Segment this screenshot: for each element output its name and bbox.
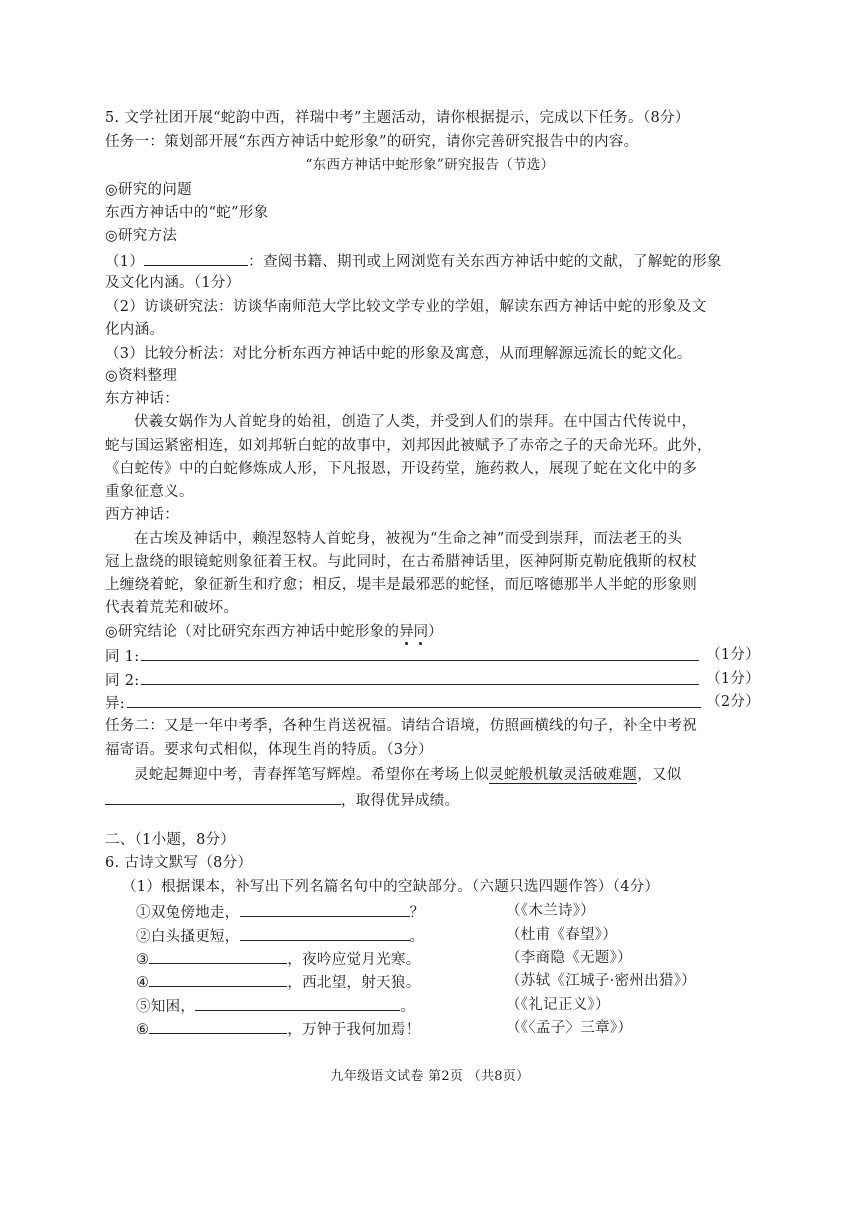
poem-item-given-text: 双兔傍地走， [150, 905, 240, 921]
west-paragraph-line: 上缠绕着蛇，象征新生和疗愈；相反，堤丰是最邪恶的蛇怪，而厄喀德那半人半蛇的形象则 [105, 577, 697, 593]
poem-item-number: ④ [136, 975, 150, 991]
same-2-score: （1分） [706, 671, 760, 687]
same-1-row [105, 645, 760, 667]
poem-item-blank[interactable] [149, 971, 287, 987]
same-2-label: 同 2: [105, 673, 140, 689]
task1-prompt: 任务一：策划部开展“东西方神话中蛇形象”的研究，请你完善研究报告中的内容。 [105, 134, 639, 150]
poem-item-given-text: 知困， [150, 999, 196, 1015]
report-title: “东西方神话中蛇形象”研究报告（节选） [305, 157, 555, 173]
east-heading: 东方神话： [105, 391, 179, 407]
poem-item-number: ⑥ [136, 1022, 150, 1038]
poem-item-source: （杜甫《春望》） [506, 927, 618, 943]
poem-item-blank[interactable] [240, 925, 410, 941]
problem-heading: ◎研究的问题 [105, 182, 192, 198]
poem-item-source: （苏轼《江城子·密州出猎》） [506, 973, 697, 989]
blessing-text: 灵蛇起舞迎中考，青春挥笔写辉煌。希望你在考场上似 [134, 767, 490, 783]
poem-item-source: （《礼记正义》） [506, 997, 610, 1013]
poem-item-given-text-end: ，万钟于我何加焉！ [287, 1022, 421, 1038]
q6-title: 6. 古诗文默写（8分） [105, 855, 253, 871]
task2-prompt-cont: 福寄语。要求句式相似，体现生肖的特质。（3分） [105, 742, 433, 758]
method-1-line [105, 250, 722, 272]
same-2-row [105, 669, 760, 691]
poem-item-number: ⑤ [136, 999, 151, 1015]
poem-item [136, 925, 618, 947]
method-3-text: （3）比较分析法：对比分析东西方神话中蛇的形象及寓意，从而理解源远流长的蛇文化。 [105, 346, 692, 362]
method-2-text: （2）访谈研究法：访谈华南师范大学比较文学专业的学姐，解读东西方神话中蛇的形象及文 [105, 299, 707, 315]
poem-item [136, 971, 697, 993]
poem-item [136, 901, 596, 923]
q5-title: 5. 文学社团开展“蛇韵中西，祥瑞中考”主题活动，请你根据提示，完成以下任务。（8分） [105, 110, 690, 126]
east-paragraph-line: 重象征意义。 [105, 484, 194, 500]
blessing-underlined-sentence: 灵蛇般机敏灵活破难题 [489, 767, 638, 783]
same-1-label: 同 1: [105, 649, 140, 665]
blessing-text-cont: ，又似 [637, 767, 682, 783]
poem-item-given-text-end: ？ [409, 905, 425, 921]
poem-item-blank[interactable] [240, 901, 410, 917]
poem-item-source: （《〈孟子〉三章》） [506, 1020, 633, 1036]
poem-item-given-text-end: ，西北望，射天狼。 [287, 975, 421, 991]
method-2-cont: 化内涵。 [105, 322, 165, 338]
poem-item-blank[interactable] [195, 995, 400, 1011]
method-1-number: （1） [105, 254, 145, 270]
same-1-blank[interactable] [141, 645, 699, 661]
poem-item-given-text-end: 。 [400, 999, 416, 1015]
poem-item [136, 948, 632, 970]
blessing-line [134, 765, 682, 785]
section-2-heading: 二、（1小题，8分） [105, 832, 236, 848]
method-1-blank[interactable] [144, 250, 248, 266]
poem-item-blank[interactable] [149, 948, 287, 964]
method-1-cont: 及文化内涵。（1分） [105, 275, 241, 291]
method-1-text: ：查阅书籍、期刊或上网浏览有关东西方神话中蛇的文献，了解蛇的形象 [248, 254, 722, 270]
conclusion-heading-text: ◎研究结论（对比研究东西方神话中蛇形象的 [105, 624, 400, 640]
east-paragraph-line: 《白蛇传》中的白蛇修炼成人形，下凡报恩，开设药堂，施药救人，展现了蛇在文化中的多 [105, 461, 697, 477]
poem-item-number: ① [136, 905, 151, 921]
blessing-line-2 [105, 789, 459, 811]
west-paragraph-line: 冠上盘绕的眼镜蛇则象征着王权。与此同时，在古希腊神话里，医神阿斯克勒庇俄斯的权杖 [105, 554, 697, 570]
conclusion-heading [105, 622, 443, 642]
poem-item-given-text-end: 。 [409, 929, 425, 945]
same-2-blank[interactable] [141, 669, 699, 685]
task2-prompt: 任务二：又是一年中考季，各种生肖送祝福。请结合语境，仿照画横线的句子，补全中考祝 [105, 718, 697, 734]
same-1-score: （1分） [706, 647, 760, 663]
poem-item-source: （李商隐《无题》） [506, 950, 632, 966]
poem-item-blank[interactable] [149, 1018, 287, 1034]
method-heading: ◎研究方法 [105, 228, 178, 244]
blessing-end-text: ，取得优异成绩。 [341, 793, 460, 809]
difference-blank[interactable] [127, 692, 701, 708]
problem-text: 东西方神话中的“蛇”形象 [105, 205, 269, 221]
conclusion-heading-close: ） [428, 624, 443, 640]
poem-item-source: （《木兰诗》） [506, 903, 596, 919]
poem-item-given-text-end: ，夜吟应觉月光寒。 [287, 952, 421, 968]
conclusion-dotted-emphasis [399, 624, 428, 640]
west-heading: 西方神话： [105, 507, 179, 523]
east-paragraph-line: 伏羲女娲作为人首蛇身的始祖，创造了人类，并受到人们的崇拜。在中国古代传说中， [134, 414, 697, 430]
page-footer: 九年级语文试卷 第2页 （共8页） [330, 1069, 530, 1084]
poem-item [136, 1018, 633, 1040]
east-paragraph-line: 蛇与国运紧密相连，如刘邦斩白蛇的故事中，刘邦因此被赋予了赤帝之子的天命光环。此外， [105, 438, 712, 454]
west-paragraph-line: 在古埃及神话中，赖涅怒特人首蛇身，被视为“生命之神”而受到崇拜，而法老王的头 [134, 531, 683, 547]
poem-item-number: ③ [136, 952, 150, 968]
difference-score: （2分） [706, 694, 760, 710]
q6-intro: （1）根据课本，补写出下列名篇名句中的空缺部分。（六题只选四题作答）（4分） [122, 879, 660, 895]
material-heading: ◎资料整理 [105, 368, 178, 384]
poem-item [136, 995, 610, 1017]
poem-item-number: ② [136, 929, 151, 945]
poem-item-given-text: 白头搔更短， [150, 929, 240, 945]
west-paragraph-line: 代表着荒芜和破坏。 [105, 600, 239, 616]
blessing-blank[interactable] [105, 789, 341, 805]
difference-row [105, 692, 760, 714]
difference-label: 异: [105, 696, 125, 712]
dotted-word: 异同 [399, 624, 429, 640]
